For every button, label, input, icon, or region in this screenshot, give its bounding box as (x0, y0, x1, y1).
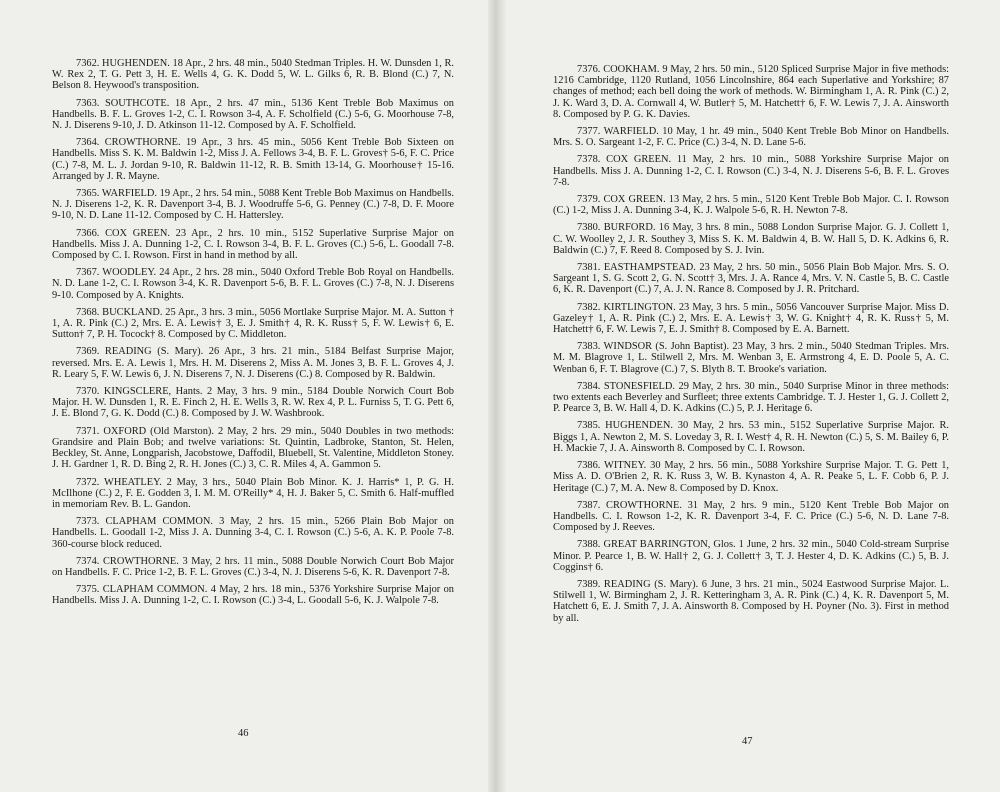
peal-entry-7380: 7380. BURFORD. 16 May, 3 hrs. 8 min., 5088 London Surprise Major. G. J. Collett 1, C. W. Woolley 2, J. R. Southey 3, Miss S. K. M. Baldwin 4, B. W. Hall 5, D. K. Adkins 6, R. Baldwin (C.) 7, F. Reed 8. Composed by S. J. Ivin. (553, 222, 949, 256)
peal-entry-7371: 7371. OXFORD (Old Marston). 2 May, 2 hrs. 29 min., 5040 Doubles in two methods: Grandsire and Plain Bob; and twelve variations: St. Quintin, Ladbroke, Stanton, St. Helen, Beckley, St. Anne, Longparish, Jacobstowe, Daffodil, Bluebell, St. Valentine, Middleton Stoney. J. H. Gardner 1, R. D. Bing 2, R. H. Jones (C.) 3, C. R. Miles 4, A. Gammon 5. (52, 425, 454, 471)
peal-entry-7376: 7376. COOKHAM. 9 May, 2 hrs. 50 min., 5120 Spliced Surprise Major in five methods: 1216 Cambridge, 1120 Rutland, 1056 Lincolnshire, 864 each Superlative and Yorkshire; 87 changes of method; each bell doing the work of methods. W. Birmingham 1, A. R. Pink (C.) 2, J. K. Ward 3, D. A. Cornwall 4, W. Butler† 5, M. Hatchett† 6, F. W. Lewis 7, J. A. Ainsworth 8. Composed by P. G. K. Davies. (553, 64, 949, 120)
peal-entry-7374: 7374. CROWTHORNE. 3 May, 2 hrs. 11 min., 5088 Double Norwich Court Bob Major on Handbells. F. C. Price 1-2, B. F. L. Groves (C.) 3-4, N. J. Diserens 5-6, K. R. Davenport 7-8. (52, 555, 454, 578)
peal-entry-7370: 7370. KINGSCLERE, Hants. 2 May, 3 hrs. 9 min., 5184 Double Norwich Court Bob Major. H. W. Dunsden 1, R. E. Finch 2, H. E. Wells 3, R. W. Rex 4, P. L. Furniss 5, T. G. Pett 6, J. E. Blond 7, G. K. Dodd (C.) 8. Composed by J. W. Washbrook. (52, 386, 454, 420)
peal-entry-7367: 7367. WOODLEY. 24 Apr., 2 hrs. 28 min., 5040 Oxford Treble Bob Royal on Handbells. N. D. Lane 1-2, C. I. Rowson 3-4, K. R. Davenport 5-6, B. F. L. Groves (C.) 7-8, N. J. Diserens 9-10. Composed by A. Knights. (52, 267, 454, 301)
peal-entry-7385: 7385. HUGHENDEN. 30 May, 2 hrs. 53 min., 5152 Superlative Surprise Major. R. Biggs 1, A. Newton 2, M. S. Loveday 3, R. I. West† 4, R. H. Newton (C.) 5, S. M. Bailey 6, P. H. Mackie 7, J. A. Ainsworth 8. Composed by C. I. Rowson. (553, 420, 949, 454)
peal-entry-7362: 7362. HUGHENDEN. 18 Apr., 2 hrs. 48 min., 5040 Stedman Triples. H. W. Dunsden 1, R. W. Rex 2, T. G. Pett 3, H. E. Wells 4, G. K. Dodd 5, W. L. Gilks 6, R. B. Blond (C.) 7, N. Belson 8. Heywood's transposition. (52, 58, 454, 92)
peal-entry-7366: 7366. COX GREEN. 23 Apr., 2 hrs. 10 min., 5152 Superlative Surprise Major on Handbells. Miss J. A. Dunning 1-2, C. I. Rowson 3-4, B. F. L. Groves (C.) 5-6, L. Goodall 7-8. Composed by C. I. Rowson. First in hand in method by all. (52, 227, 454, 262)
peal-entry-7386: 7386. WITNEY. 30 May, 2 hrs. 56 min., 5088 Yorkshire Surprise Major. T. G. Pett 1, Miss A. D. O'Brien 2, R. K. Russ 3, W. B. Kynaston 4, A. R. Peake 5, L. F. Cobb 6, P. J. Heritage (C.) 7, M. A. New 8. Composed by D. Knox. (553, 460, 949, 494)
peal-entry-7387: 7387. CROWTHORNE. 31 May, 2 hrs. 9 min., 5120 Kent Treble Bob Major on Handbells. C. I. Rowson 1-2, K. R. Davenport 3-4, F. C. Price (C.) 5-6, N. D. Lane 7-8. Composed by J. Reeves. (553, 499, 949, 534)
page-number-right: 47 (742, 736, 753, 747)
peal-entry-7368: 7368. BUCKLAND. 25 Apr., 3 hrs. 3 min., 5056 Mortlake Surprise Major. M. A. Sutton † 1, A. R. Pink (C.) 2, Mrs. E. A. Lewis† 3, E. J. Smith† 4, R. K. Russ† 5, F. W. Lewis† 6, E. Sutton† 7, P. H. Tocock† 8. Composed by C. Middleton. (52, 306, 454, 341)
peal-entry-7381: 7381. EASTHAMPSTEAD. 23 May, 2 hrs. 50 min., 5056 Plain Bob Major. Mrs. S. O. Sargeant 1, S. G. Scott 2, G. N. Scott† 3, Mrs. J. A. Rance 4, Mrs. V. N. Castle 5, B. C. Castle 6, K. R. Davenport (C.) 7, A. J. N. Rance 8. Composed by J. R. Pritchard. (553, 262, 949, 296)
page-number-left: 46 (238, 728, 249, 739)
peal-entry-7379: 7379. COX GREEN. 13 May, 2 hrs. 5 min., 5120 Kent Treble Bob Major. C. I. Rowson (C.) 1-2, Miss J. A. Dunning 3-4, K. J. Walpole 5-6, R. H. Newton 7-8. (553, 194, 949, 217)
peal-entry-7369: 7369. READING (S. Mary). 26 Apr., 3 hrs. 21 min., 5184 Belfast Surprise Major, reversed. Mrs. E. A. Lewis 1, Mrs. H. M. Diserens 2, Miss A. M. Jones 3, B. F. L. Groves 4, J. R. Leary 5, F. W. Lewis 6, J. N. Diserens 7, N. J. Diserens (C.) 8. Composed by R. Baldwin. (52, 346, 454, 380)
peal-entry-7388: 7388. GREAT BARRINGTON, Glos. 1 June, 2 hrs. 32 min., 5040 Cold-stream Surprise Minor. P. Pearce 1, B. W. Hall† 2, G. J. Collett† 3, T. J. Hester 4, D. K. Adkins (C.) 5, B. J. Coggins† 6. (553, 539, 949, 573)
peal-entry-7373: 7373. CLAPHAM COMMON. 3 May, 2 hrs. 15 min., 5266 Plain Bob Major on Handbells. L. Goodall 1-2, Miss J. A. Dunning 3-4, C. I. Rowson (C.) 5-6, A. K. P. Poole 7-8. 360-course block reduced. (52, 516, 454, 550)
peal-entry-7363: 7363. SOUTHCOTE. 18 Apr., 2 hrs. 47 min., 5136 Kent Treble Bob Maximus on Handbells. B. F. L. Groves 1-2, C. I. Rowson 3-4, A. F. Scholfield (C.) 5-6, G. Moorhouse 7-8, N. J. Diserens 9-10, J. D. Atkinson 11-12. Composed by A. F. Scholfield. (52, 97, 454, 132)
peal-entry-7375: 7375. CLAPHAM COMMON. 4 May, 2 hrs. 18 min., 5376 Yorkshire Surprise Major on Handbells. Miss J. A. Dunning 1-2, C. I. Rowson (C.) 3-4, L. Goodall 5-6, K. J. Walpole 7-8. (52, 584, 454, 607)
peal-entry-7377: 7377. WARFIELD. 10 May, 1 hr. 49 min., 5040 Kent Treble Bob Minor on Handbells. Mrs. S. O. Sargeant 1-2, F. C. Price (C.) 3-4, N. D. Lane 5-6. (553, 126, 949, 149)
right-page (553, 64, 949, 630)
peal-entry-7365: 7365. WARFIELD. 19 Apr., 2 hrs. 54 min., 5088 Kent Treble Bob Maximus on Handbells. N. J. Diserens 1-2, K. R. Davenport 3-4, B. J. Woodruffe 5-6, G. Penney (C.) 7-8, D. F. Moore 9-10, N. D. Lane 11-12. Composed by C. H. Hattersley. (52, 188, 454, 222)
peal-entry-7364: 7364. CROWTHORNE. 19 Apr., 3 hrs. 45 min., 5056 Kent Treble Bob Sixteen on Handbells. Miss S. K. M. Baldwin 1-2, Miss J. A. Fellows 3-4, B. F. L. Groves† 5-6, F. C. Price (C.) 7-8, M. L. J. Jordan 9-10, R. Baldwin 11-12, R. B. Smith 13-14, G. Moorhouse† 15-16. Arranged by J. R. Mayne. (52, 137, 454, 182)
peal-entry-7389: 7389. READING (S. Mary). 6 June, 3 hrs. 21 min., 5024 Eastwood Surprise Major. L. Stilwell 1, W. Birmingham 2, J. R. Ketteringham 3, A. R. Pink (C.) 4, K. R. Davenport 5, M. Hatchett 6, E. J. Smith 7, J. A. Ainsworth 8. Composed by H. Poyner (No. 3). First in method by all. (553, 578, 949, 624)
left-page (52, 58, 454, 613)
peal-entry-7378: 7378. COX GREEN. 11 May, 2 hrs. 10 min., 5088 Yorkshire Surprise Major on Handbells. Miss J. A. Dunning 1-2, C. I. Rowson (C.) 3-4, N. J. Diserens 5-6, B. F. L. Groves 7-8. (553, 154, 949, 188)
peal-entry-7382: 7382. KIRTLINGTON. 23 May, 3 hrs. 5 min., 5056 Vancouver Surprise Major. Miss D. Gazeley† 1, A. R. Pink (C.) 2, Mrs. E. A. Lewis† 3, W. G. Knight† 4, R. K. Russ† 5, M. Hatchett† 6, F. W. Lewis 7, E. J. Smith† 8. Composed by E. A. Barnett. (553, 301, 949, 336)
peal-entry-7383: 7383. WINDSOR (S. John Baptist). 23 May, 3 hrs. 2 min., 5040 Stedman Triples. Mrs. M. M. Blagrove 1, L. Stilwell 2, Mrs. M. Wenban 3, E. Armstrong 4, E. D. Poole 5, A. C. Wenban 6, F. T. Blagrove (C.) 7, S. Blyth 8. T. Brooke's variation. (553, 341, 949, 375)
peal-entry-7384: 7384. STONESFIELD. 29 May, 2 hrs. 30 min., 5040 Surprise Minor in three methods: two extents each Beverley and Surfleet; three extents Cambridge. T. J. Hester 1, G. J. Collett 2, P. Pearce 3, B. W. Hall 4, D. K. Adkins (C.) 5, P. J. Heritage 6. (553, 380, 949, 415)
peal-entry-7372: 7372. WHEATLEY. 2 May, 3 hrs., 5040 Plain Bob Minor. K. J. Harris* 1, P. G. H. McIlhone (C.) 2, F. E. Godden 3, I. M. M. O'Reilly* 4, H. J. Baker 5, C. Smith 6. Half-muffled in memoriam Rev. B. L. Gandon. (52, 476, 454, 510)
book-gutter (488, 0, 506, 792)
